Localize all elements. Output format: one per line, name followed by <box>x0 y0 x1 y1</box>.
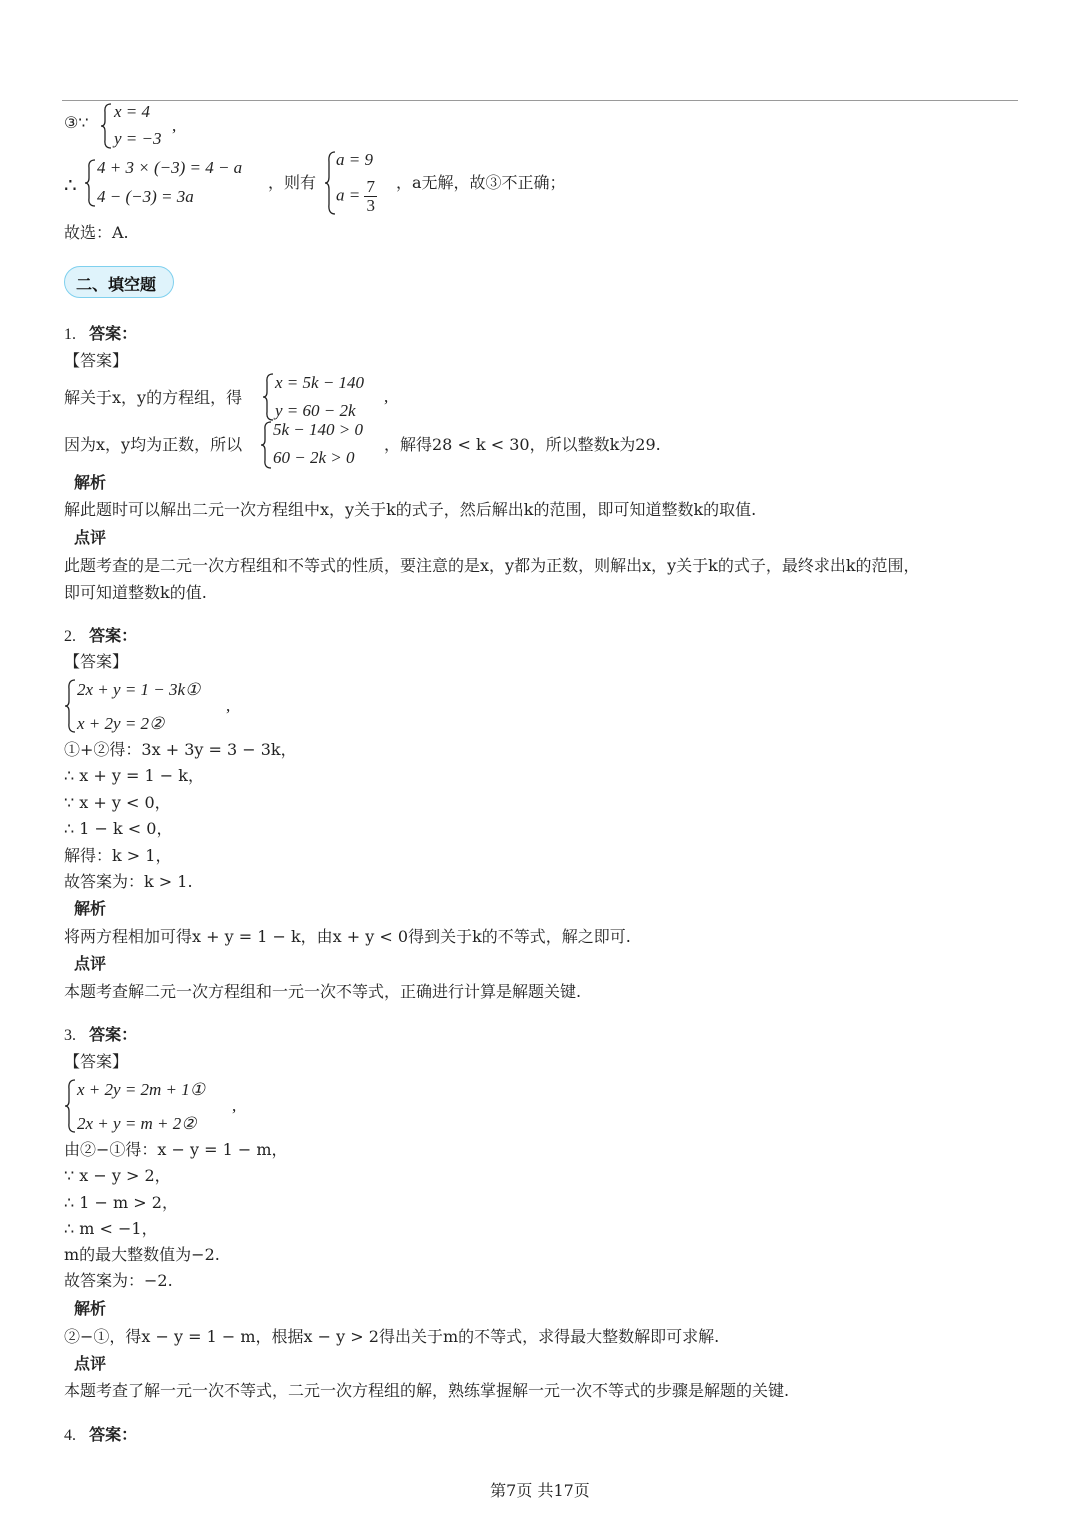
q2-system <box>64 678 244 736</box>
left-brace-icon <box>262 372 274 422</box>
comma: , <box>226 696 231 715</box>
q2-header <box>64 625 137 648</box>
equation: y = −3 <box>114 129 162 148</box>
q2-comment: 本题考查解二元一次方程组和一元一次不等式，正确进行计算是解题关键. <box>64 982 582 1001</box>
analysis-label: 解析 <box>74 473 107 492</box>
question-number: 4. <box>64 1427 76 1444</box>
answer-bracket: 【答案】 <box>64 351 129 370</box>
q3-comment: 本题考查了解一元一次不等式，二元一次方程组的解，熟练掌握解一元一次不等式的步骤是解题的关键. <box>64 1381 790 1400</box>
left-brace-icon <box>64 1078 76 1134</box>
q3-step: 故答案为：−2. <box>64 1271 173 1290</box>
system-x4-y-3 <box>100 102 190 152</box>
equation: x = 5k − 140 <box>275 373 365 392</box>
answer-bracket: 【答案】 <box>64 652 129 671</box>
comma: , <box>384 387 389 406</box>
q2-step: 解得：k > 1， <box>64 846 172 865</box>
page-footer: 第7页 共17页 <box>490 1481 590 1500</box>
q2-step: ∵ x + y < 0， <box>64 793 171 812</box>
q2-step: 故答案为：k > 1. <box>64 872 193 891</box>
q3-analysis: ②−①，得x − y = 1 − m，根据x − y > 2得出关于m的不等式，求得最大整数解即可求解. <box>64 1327 720 1346</box>
equation: x + 2y = 2② <box>77 714 165 733</box>
q2-step: ∴ 1 − k < 0， <box>64 819 173 838</box>
left-brace-icon <box>84 158 96 208</box>
section-title-badge <box>64 264 178 300</box>
answer-bracket: 【答案】 <box>64 1052 129 1071</box>
system-a-values <box>324 150 394 220</box>
because-symbol: ∵ <box>78 113 89 132</box>
question-number: 3. <box>64 1027 76 1044</box>
q2-step: ∴ x + y = 1 − k， <box>64 766 204 785</box>
q3-header <box>64 1024 137 1047</box>
equation: 2x + y = 1 − 3k① <box>77 680 201 699</box>
equation: y = 60 − 2k <box>275 401 356 420</box>
comma: , <box>172 116 177 135</box>
q1-comment-line2: 即可知道整数k的值. <box>64 583 207 602</box>
system-substitution <box>84 158 284 210</box>
question-number: 2. <box>64 628 76 645</box>
left-brace-icon <box>324 150 336 216</box>
condition-3-line <box>64 112 89 134</box>
comment-label: 点评 <box>74 954 107 973</box>
left-brace-icon <box>64 678 76 734</box>
answer-label: 答案： <box>89 626 138 645</box>
q3-step: ∴ m < −1， <box>64 1219 158 1238</box>
equation: x = 4 <box>114 102 151 121</box>
q3-step: ∵ x − y > 2， <box>64 1166 171 1185</box>
analysis-label: 解析 <box>74 899 107 918</box>
no-solution-text: ，a无解，故③不正确； <box>396 173 566 192</box>
equation: 4 − (−3) = 3a <box>97 187 194 206</box>
inequality: 5k − 140 > 0 <box>273 420 363 439</box>
equation: 2x + y = m + 2② <box>77 1114 197 1133</box>
q4-header <box>64 1424 137 1447</box>
analysis-label: 解析 <box>74 1299 107 1318</box>
q1-solve-text: 解关于x，y的方程组，得 <box>64 388 243 407</box>
q1-result: ，解得28 < k < 30，所以整数k为29. <box>384 435 661 454</box>
fraction-7-3: $\frac{7}{3}$ <box>366 177 375 215</box>
q3-step: 由②−①得：x − y = 1 − m， <box>64 1140 288 1159</box>
q2-analysis: 将两方程相加可得x + y = 1 − k，由x + y < 0得到关于k的不等式，解之即可. <box>64 927 631 946</box>
equation: a = 9 <box>336 150 373 169</box>
choose-answer: 故选：A. <box>64 223 129 242</box>
answer-label: 答案： <box>89 324 138 343</box>
then-have-text: ，则有 <box>268 173 317 192</box>
equation: x + 2y = 2m + 1① <box>77 1080 206 1099</box>
circled-3: ③ <box>64 113 79 132</box>
equation: a = $\frac{7}{3}$ <box>336 177 375 215</box>
question-number: 1. <box>64 326 76 343</box>
answer-label: 答案： <box>89 1425 138 1444</box>
therefore-symbol: ∴ <box>64 173 77 197</box>
q3-step: m的最大整数值为−2. <box>64 1245 220 1264</box>
comment-label: 点评 <box>74 528 107 547</box>
q1-comment-line1: 此题考查的是二元一次方程组和不等式的性质，要注意的是x，y都为正数，则解出x，y关于k的式子，最终求出k的范围， <box>64 556 920 575</box>
q1-header <box>64 323 137 346</box>
q3-step: ∴ 1 − m > 2， <box>64 1193 178 1212</box>
equation: 4 + 3 × (−3) = 4 − a <box>97 158 243 177</box>
section-title: 二、填空题 <box>76 275 157 294</box>
q2-step: ①+②得：3x + 3y = 3 − 3k， <box>64 740 297 759</box>
q1-solution-system <box>262 372 402 424</box>
q3-system <box>64 1078 254 1136</box>
comma: , <box>232 1096 237 1115</box>
comment-label: 点评 <box>74 1354 107 1373</box>
left-brace-icon <box>260 420 272 470</box>
q1-inequality-system <box>260 420 390 472</box>
answer-label: 答案： <box>89 1025 138 1044</box>
q1-analysis: 解此题时可以解出二元一次方程组中x，y关于k的式子，然后解出k的范围，即可知道整数k的取值. <box>64 500 757 519</box>
left-brace-icon <box>100 102 112 150</box>
inequality: 60 − 2k > 0 <box>273 448 355 467</box>
header-rule <box>62 100 1018 101</box>
q1-positive-text: 因为x，y均为正数，所以 <box>64 435 243 454</box>
